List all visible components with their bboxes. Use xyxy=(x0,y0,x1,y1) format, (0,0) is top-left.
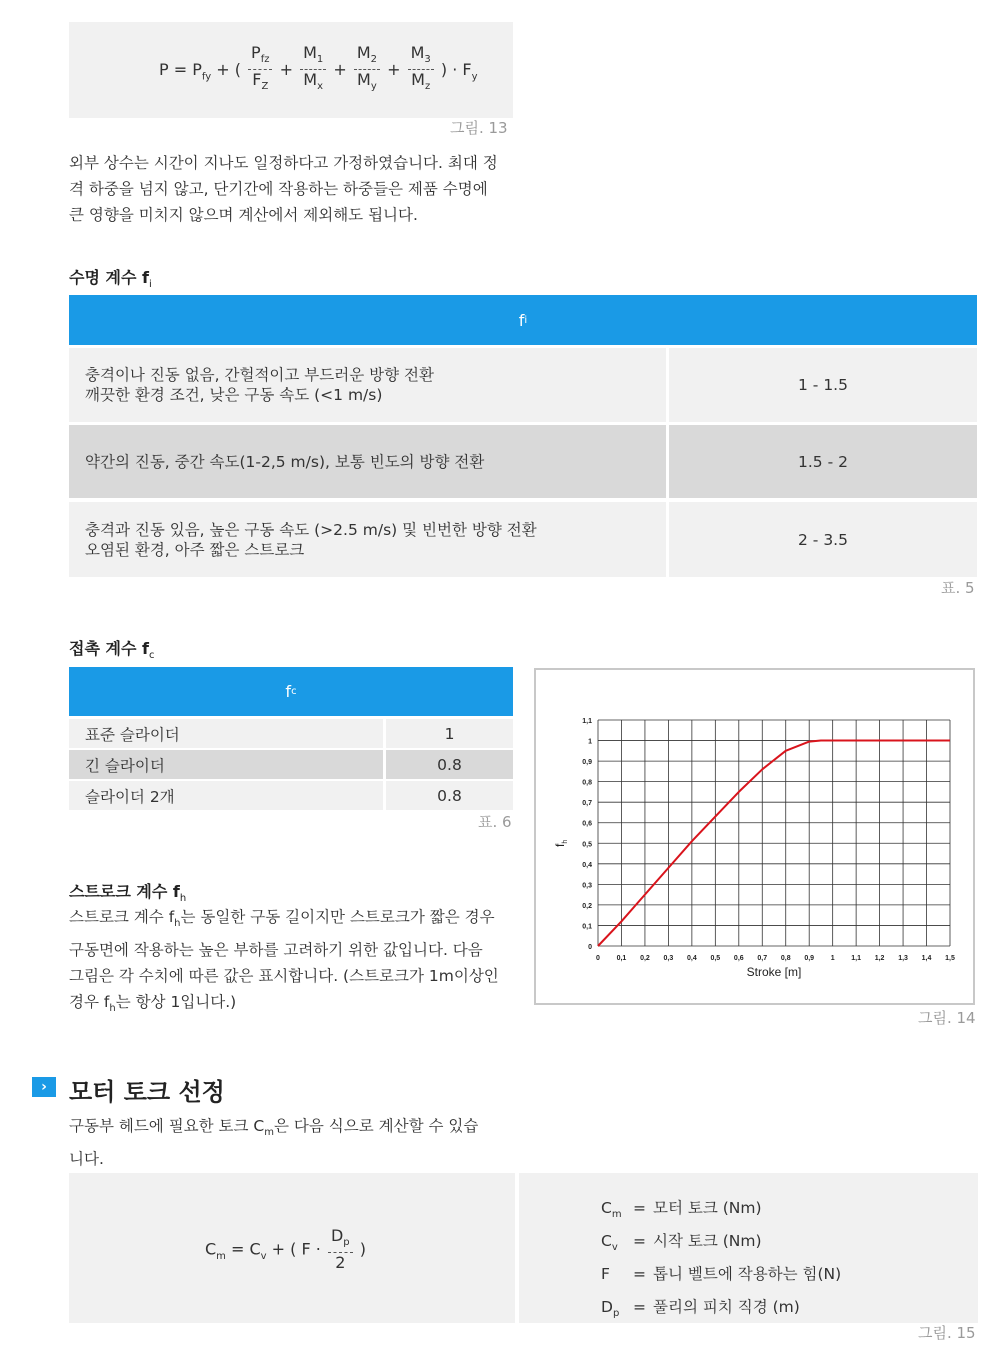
legend-description: 시작 토크 (Nm) xyxy=(653,1232,762,1251)
legend-description: 모터 토크 (Nm) xyxy=(653,1199,762,1217)
stroke-factor-heading: 스트로크 계수 $f_h$ xyxy=(69,882,187,905)
life-factor-table-header: f i xyxy=(69,295,977,345)
slider-type: 긴 슬라이더 xyxy=(69,750,383,779)
x-tick-label: 1,4 xyxy=(921,955,932,962)
condition-line: 충격과 진동 있음, 높은 구동 속도 (>2.5 m/s) 및 빈번한 방향 전환 xyxy=(85,520,537,539)
text-line: 스트로크 계수 $f_h$는 동일한 구동 길이지만 스트로크가 짧은 경우 xyxy=(69,908,495,930)
legend-equals: = xyxy=(633,1298,646,1317)
stroke-factor-chart-frame xyxy=(534,668,975,1005)
legend-description: 톱니 벨트에 작용하는 힘(N) xyxy=(653,1265,842,1284)
x-tick-label: 0,3 xyxy=(663,955,674,962)
x-tick-label: 0,8 xyxy=(780,955,791,962)
table-row xyxy=(69,750,513,779)
figure-caption: 그림. 14 xyxy=(918,1009,976,1027)
x-tick-label: 1,2 xyxy=(874,955,885,962)
x-tick-label: 1 xyxy=(830,955,835,962)
motor-intro xyxy=(69,1113,529,1172)
section-arrow-icon: › xyxy=(32,1077,56,1097)
stroke-factor-paragraph xyxy=(69,904,519,1022)
life-factor-condition xyxy=(69,425,666,498)
x-tick-label: 1,1 xyxy=(851,955,862,962)
legend-symbol: $D_p$ xyxy=(601,1298,620,1320)
table-caption: 표. 5 xyxy=(941,579,975,597)
figure-caption: 그림. 13 xyxy=(450,119,508,137)
y-tick-label: 0,6 xyxy=(582,820,592,828)
text-line: 그림은 각 수치에 따른 값은 표시합니다. (스트로크가 1m이상인 xyxy=(69,967,499,986)
x-tick-label: 0,1 xyxy=(616,955,627,962)
y-tick-label: 0,2 xyxy=(582,902,592,910)
text-line: 니다. xyxy=(69,1150,104,1169)
legend-symbol: F xyxy=(601,1265,610,1284)
table-row xyxy=(69,502,977,577)
x-axis-label: Stroke [m] xyxy=(746,965,802,979)
table-row xyxy=(69,781,513,810)
y-tick-label: 0,1 xyxy=(582,923,592,931)
text-line: 구동면에 작용하는 높은 부하를 고려하기 위한 값입니다. 다음 xyxy=(69,941,483,960)
legend-equals: = xyxy=(633,1265,646,1284)
life-factor-condition xyxy=(69,348,666,422)
legend-row xyxy=(601,1228,841,1261)
x-tick-label: 1,5 xyxy=(945,955,955,962)
section-title: 모터 토크 선정 xyxy=(69,1078,225,1106)
table-caption: 표. 6 xyxy=(478,813,512,831)
text-line: 경우 $f_h$는 항상 1입니다.) xyxy=(69,993,237,1015)
life-factor-heading: 수명 계수 $f_i$ xyxy=(69,268,152,291)
legend-equals: = xyxy=(633,1232,646,1251)
y-axis-label: $f_h$ xyxy=(553,839,569,847)
table-row xyxy=(69,348,977,422)
y-tick-label: 0,4 xyxy=(582,861,592,869)
y-tick-label: 0,9 xyxy=(582,759,592,767)
contact-factor-value: 0.8 xyxy=(386,750,513,779)
y-tick-label: 0,3 xyxy=(582,882,592,890)
stroke-factor-chart xyxy=(536,670,973,1003)
legend-row xyxy=(601,1294,841,1327)
legend-symbol: $C_m$ xyxy=(601,1199,622,1221)
condition-line: 충격이나 진동 없음, 간헐적이고 부드러운 방향 전환 xyxy=(85,366,434,384)
life-factor-value: 1 - 1.5 xyxy=(669,348,977,422)
y-tick-label: 1 xyxy=(588,738,592,746)
formula-legend-box xyxy=(519,1173,978,1323)
contact-factor-table-header: f c xyxy=(69,667,513,716)
x-tick-label: 1,3 xyxy=(898,955,908,962)
table-row xyxy=(69,425,977,498)
y-tick-label: 0,7 xyxy=(582,800,592,808)
slider-type: 슬라이더 2개 xyxy=(69,781,383,810)
contact-factor-value: 1 xyxy=(386,719,513,748)
figure-caption: 그림. 15 xyxy=(918,1324,976,1342)
y-tick-label: 0,5 xyxy=(582,841,592,849)
condition-line: 오염된 환경, 아주 짧은 스트로크 xyxy=(85,540,305,559)
formula-box-load xyxy=(69,22,513,118)
legend-description: 풀리의 피치 직경 (m) xyxy=(653,1298,800,1317)
life-factor-value: 1.5 - 2 xyxy=(669,425,977,498)
x-tick-label: 0,6 xyxy=(733,955,744,962)
legend-row xyxy=(601,1261,841,1294)
condition-line: 약간의 진동, 중간 속도(1-2,5 m/s), 보통 빈도의 방향 전환 xyxy=(85,452,485,471)
x-tick-label: 0 xyxy=(596,955,600,962)
text-line: 구동부 헤드에 필요한 토크 $C_m$은 다음 식으로 계산할 수 있습 xyxy=(69,1117,479,1139)
table-row xyxy=(69,719,513,748)
x-tick-label: 0,2 xyxy=(640,955,650,962)
life-factor-value: 2 - 3.5 xyxy=(669,502,977,577)
y-tick-label: 0 xyxy=(588,944,592,951)
text-line: 격 하중을 넘지 않고, 단기간에 작용하는 하중들은 제품 수명에 xyxy=(69,180,488,198)
life-factor-condition xyxy=(69,502,666,577)
formula-box-torque xyxy=(69,1173,515,1323)
contact-factor-value: 0.8 xyxy=(386,781,513,810)
y-tick-label: 1,1 xyxy=(582,718,592,725)
x-tick-label: 0,7 xyxy=(757,955,768,962)
contact-factor-heading: 접촉 계수 $f_c$ xyxy=(69,639,155,662)
torque-formula: $C_m = C_v$ + ( F · $\frac{D_p}{2}$ ) xyxy=(205,1226,366,1273)
legend-symbol: $C_v$ xyxy=(601,1232,618,1254)
slider-type: 표준 슬라이더 xyxy=(69,719,383,748)
legend-equals: = xyxy=(633,1199,646,1217)
intro-paragraph xyxy=(69,150,529,228)
x-tick-label: 0,4 xyxy=(686,955,697,962)
legend-row xyxy=(601,1195,841,1228)
text-line: 외부 상수는 시간이 지나도 일정하다고 가정하였습니다. 최대 정 xyxy=(69,154,498,172)
load-formula: $P = P_{fy}$ + ( $\frac{P_{fz}}{F_Z}$ + $\frac{M_1}{M_x}$ + $\frac{M_2}{M_y}$ + $\frac{M_3}{M_z}$ ) · $F_y$ xyxy=(159,43,478,93)
condition-line: 깨끗한 환경 조건, 낮은 구동 속도 (<1 m/s) xyxy=(85,386,383,404)
x-tick-label: 0,9 xyxy=(804,955,815,962)
y-tick-label: 0,8 xyxy=(582,779,592,787)
x-tick-label: 0,5 xyxy=(710,955,721,962)
formula-legend xyxy=(601,1195,841,1327)
text-line: 큰 영향을 미치지 않으며 계산에서 제외해도 됩니다. xyxy=(69,206,418,224)
